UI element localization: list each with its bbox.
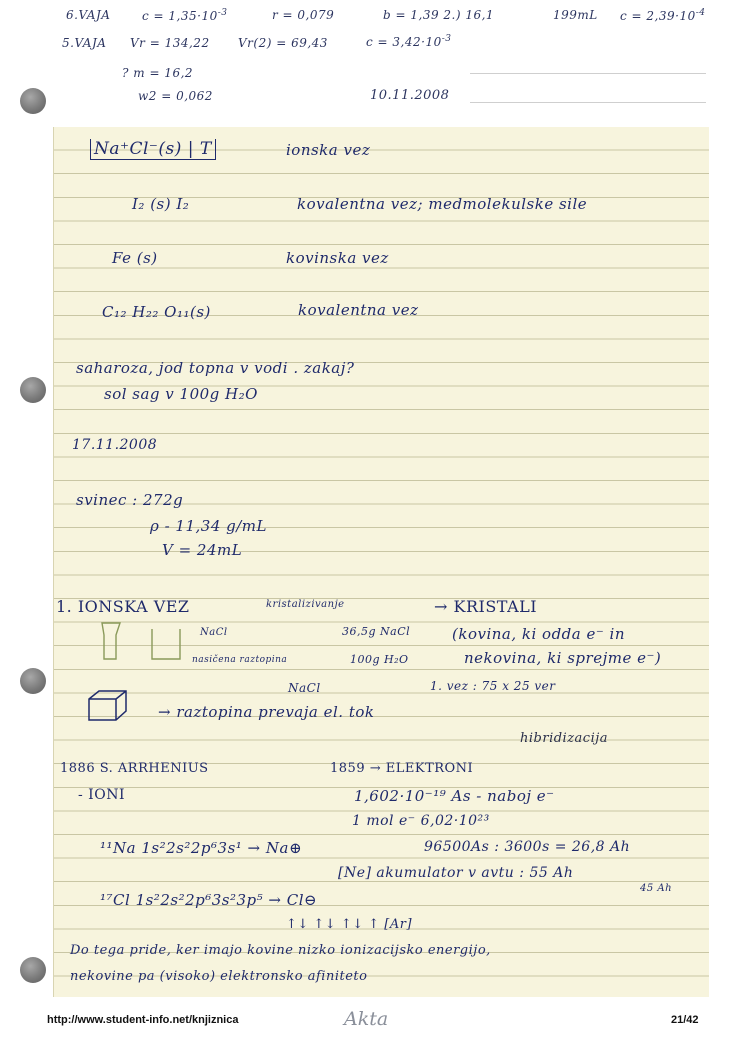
iron-formula: Fe (s) [112, 249, 158, 267]
saturated-solution: nasičena raztopina [192, 655, 288, 665]
conclusion-line-1: Do tega pride, ker imajo kovine nizko ionizacijsko energijo, [70, 943, 491, 958]
metal-note: (kovina, ki odda e⁻ in [452, 625, 626, 643]
arrhenius-heading: 1886 S. ARRHENIUS [60, 761, 209, 776]
vaja6-c2-value: $c = 2,39\cdot 10^{-4}$ [620, 8, 706, 23]
binder-hole [20, 957, 46, 983]
lead-density: ρ - 11,34 g/mL [150, 517, 267, 535]
iodine-bond-text: kovalentna vez; medmolekulske sile [297, 195, 588, 213]
crystals-heading: → KRISTALI [434, 597, 538, 616]
sucrose-formula: C₁₂ H₂₂ O₁₁(s) [102, 303, 211, 321]
bond-dimension-note: 1. vez : 75 x 25 ver [430, 679, 556, 693]
vaja6-label: 6.VAJA [66, 8, 111, 22]
ruled-line [470, 73, 706, 74]
avogadro-note: 1 mol e⁻ 6,02·10²³ [352, 813, 490, 829]
sodium-configuration: ¹¹Na 1s²2s²2p⁶3s¹ → Na⊕ [100, 839, 303, 857]
nacl-label-1: NaCl [200, 627, 228, 638]
akta-logo: Akta [344, 1008, 389, 1030]
sucrose-bond-text: kovalentna vez [298, 301, 419, 319]
solution-conducts: → raztopina prevaja el. tok [158, 703, 375, 721]
nacl-mass: 36,5g NaCl [342, 625, 411, 638]
beaker-sketch [98, 621, 188, 665]
electrons-heading: 1859 → ELEKTRONI [330, 761, 474, 776]
crystallization-note: kristalizivanje [266, 599, 345, 610]
noble-gas-note: [Ne] akumulator v avtu : 55 Ah [338, 865, 574, 881]
ruled-line [470, 102, 706, 103]
conclusion-line-2: nekovine pa (visoko) elektronsko afiniteto [70, 969, 368, 984]
vaja6-c-value: $c = 1,35\cdot 10^{-3}$ [142, 8, 228, 23]
ionic-bond-text: ionska vez [286, 141, 371, 159]
nacl-formula: Na⁺Cl⁻(s) | T [90, 139, 216, 160]
water-mass: 100g H₂O [350, 653, 409, 666]
page-number: 21/42 [671, 1014, 699, 1026]
nonmetal-note: nekovina, ki sprejme e⁻) [464, 649, 662, 667]
hybridization-note: hibridizacija [520, 731, 609, 746]
vaja5-c-value: $c = 3,42\cdot 10^{-3}$ [366, 34, 452, 49]
iron-bond-text: kovinska vez [286, 249, 389, 267]
solubility-question: saharoza, jod topna v vodi . zakaj? [76, 359, 355, 377]
salt-note: sol sag v 100g H₂O [104, 385, 258, 403]
vaja5-label: 5.VAJA [62, 36, 107, 50]
mass-note: ? m = 16,2 [122, 66, 194, 80]
w2-note: w2 = 0,062 [138, 89, 213, 103]
ionic-bond-heading: 1. IONSKA VEZ [56, 597, 190, 616]
vaja6-volume: 199mL [553, 8, 598, 22]
notebook-page [53, 127, 709, 997]
ions-heading: - IONI [78, 787, 125, 803]
date-second: 17.11.2008 [72, 437, 158, 453]
lead-mass: svinec : 272g [76, 491, 184, 509]
chlorine-configuration: ¹⁷Cl 1s²2s²2p⁶3s²3p⁵ → Cl⊖ [100, 891, 318, 909]
binder-hole [20, 668, 46, 694]
vaja6-r-value: r = 0,079 [272, 8, 335, 22]
binder-hole [20, 377, 46, 403]
binder-hole [20, 88, 46, 114]
faraday-calc: 96500As : 3600s = 26,8 Ah [424, 839, 631, 855]
lead-volume: V = 24mL [162, 541, 243, 559]
vaja6-b-value: b = 1,39 2.) 16,1 [383, 8, 495, 22]
vaja5-vr2: Vr(2) = 69,43 [238, 36, 328, 50]
orbital-boxes: ↑↓ ↑↓ ↑↓ ↑ [Ar] [286, 917, 413, 932]
vaja5-vr: Vr = 134,22 [130, 36, 210, 50]
footer-url[interactable]: http://www.student-info.net/knjiznica [47, 1014, 239, 1026]
electron-charge: 1,602·10⁻¹⁹ As - naboj e⁻ [354, 787, 555, 805]
date-top: 10.11.2008 [370, 88, 450, 103]
nacl-label-2: NaCl [288, 681, 321, 695]
cube-sketch [86, 689, 130, 723]
battery-45ah: 45 Ah [640, 883, 673, 894]
iodine-formula: I₂ (s) I₂ [132, 195, 190, 213]
